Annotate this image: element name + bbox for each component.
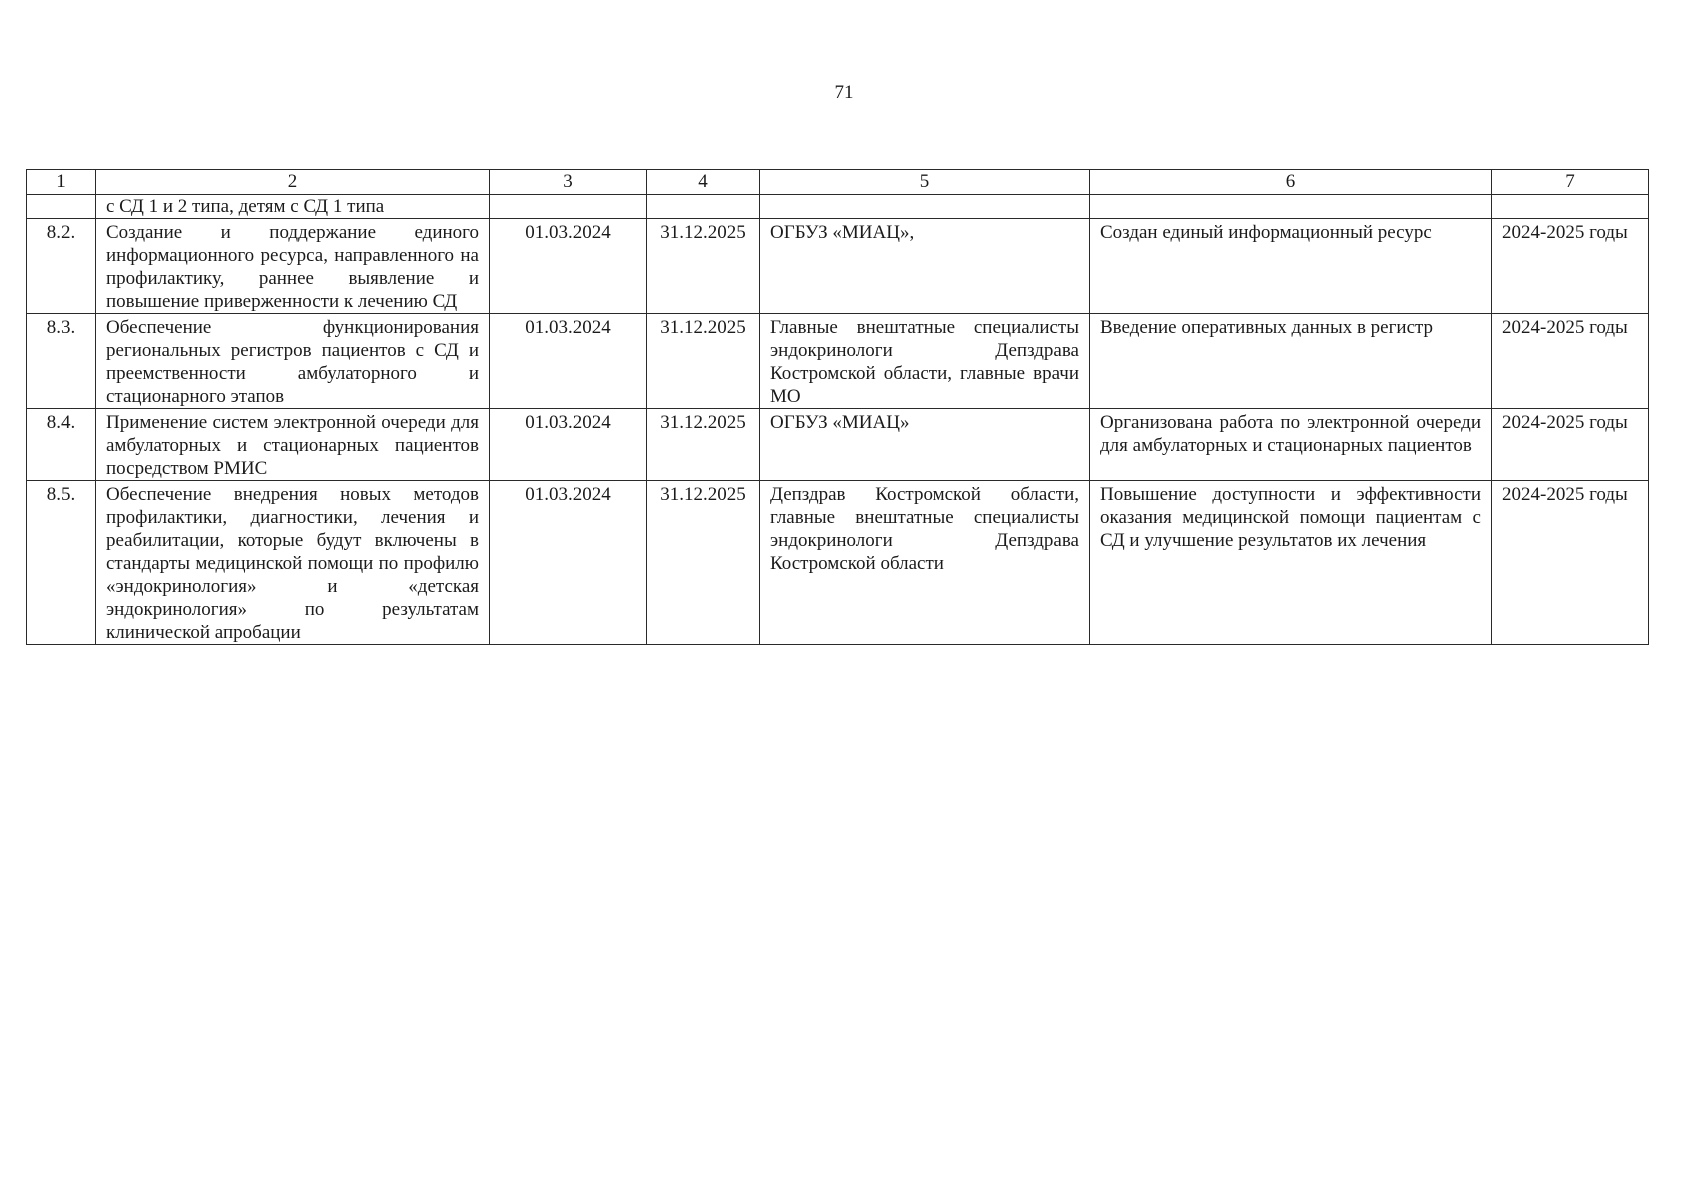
responsible-cell: Депздрав Костромской области, главные внештатные специалисты эндокринологи Депздрава Костромской области	[760, 481, 1090, 645]
empty-cell	[760, 195, 1090, 219]
activity-cell: Создание и поддержание единого информационного ресурса, направленного на профилактику, раннее выявление и повышение приверженности к лечению СД	[96, 219, 490, 314]
table-row	[27, 314, 1649, 409]
table-row	[27, 219, 1649, 314]
period-cell: 2024-2025 годы	[1492, 219, 1649, 314]
column-number: 3	[490, 170, 647, 195]
empty-cell	[647, 195, 760, 219]
column-number: 6	[1090, 170, 1492, 195]
responsible-cell: ОГБУЗ «МИАЦ»	[760, 409, 1090, 481]
result-cell: Создан единый информационный ресурс	[1090, 219, 1492, 314]
table-row	[27, 481, 1649, 645]
empty-cell	[1090, 195, 1492, 219]
continuation-text: с СД 1 и 2 типа, детям с СД 1 типа	[96, 195, 490, 219]
result-cell: Повышение доступности и эффективности оказания медицинской помощи пациентам с СД и улучшение результатов их лечения	[1090, 481, 1492, 645]
empty-cell	[27, 195, 96, 219]
start-date: 01.03.2024	[490, 481, 647, 645]
row-number: 8.2.	[27, 219, 96, 314]
continuation-row	[27, 195, 1649, 219]
end-date: 31.12.2025	[647, 481, 760, 645]
empty-cell	[1492, 195, 1649, 219]
activity-cell: Обеспечение внедрения новых методов профилактики, диагностики, лечения и реабилитации, которые будут включены в стандарты медицинской помощи по профилю «эндокринология» и «детская эндокринология» по результатам клинической апробации	[96, 481, 490, 645]
column-number: 7	[1492, 170, 1649, 195]
result-cell: Введение оперативных данных в регистр	[1090, 314, 1492, 409]
activities-table	[26, 169, 1649, 645]
column-number: 2	[96, 170, 490, 195]
end-date: 31.12.2025	[647, 409, 760, 481]
column-number-row	[27, 170, 1649, 195]
row-number: 8.5.	[27, 481, 96, 645]
activity-cell: Применение систем электронной очереди для амбулаторных и стационарных пациентов посредством РМИС	[96, 409, 490, 481]
empty-cell	[490, 195, 647, 219]
end-date: 31.12.2025	[647, 219, 760, 314]
result-cell: Организована работа по электронной очереди для амбулаторных и стационарных пациентов	[1090, 409, 1492, 481]
period-cell: 2024-2025 годы	[1492, 481, 1649, 645]
end-date: 31.12.2025	[647, 314, 760, 409]
period-cell: 2024-2025 годы	[1492, 409, 1649, 481]
column-number: 4	[647, 170, 760, 195]
row-number: 8.3.	[27, 314, 96, 409]
page-number: 71	[834, 82, 854, 103]
start-date: 01.03.2024	[490, 409, 647, 481]
activity-cell: Обеспечение функционирования региональных регистров пациентов с СД и преемственности амбулаторного и стационарного этапов	[96, 314, 490, 409]
period-cell: 2024-2025 годы	[1492, 314, 1649, 409]
column-number: 5	[760, 170, 1090, 195]
responsible-cell: ОГБУЗ «МИАЦ»,	[760, 219, 1090, 314]
start-date: 01.03.2024	[490, 314, 647, 409]
column-number: 1	[27, 170, 96, 195]
row-number: 8.4.	[27, 409, 96, 481]
table-row	[27, 409, 1649, 481]
start-date: 01.03.2024	[490, 219, 647, 314]
responsible-cell: Главные внештатные специалисты эндокринологи Депздрава Костромской области, главные врачи МО	[760, 314, 1090, 409]
